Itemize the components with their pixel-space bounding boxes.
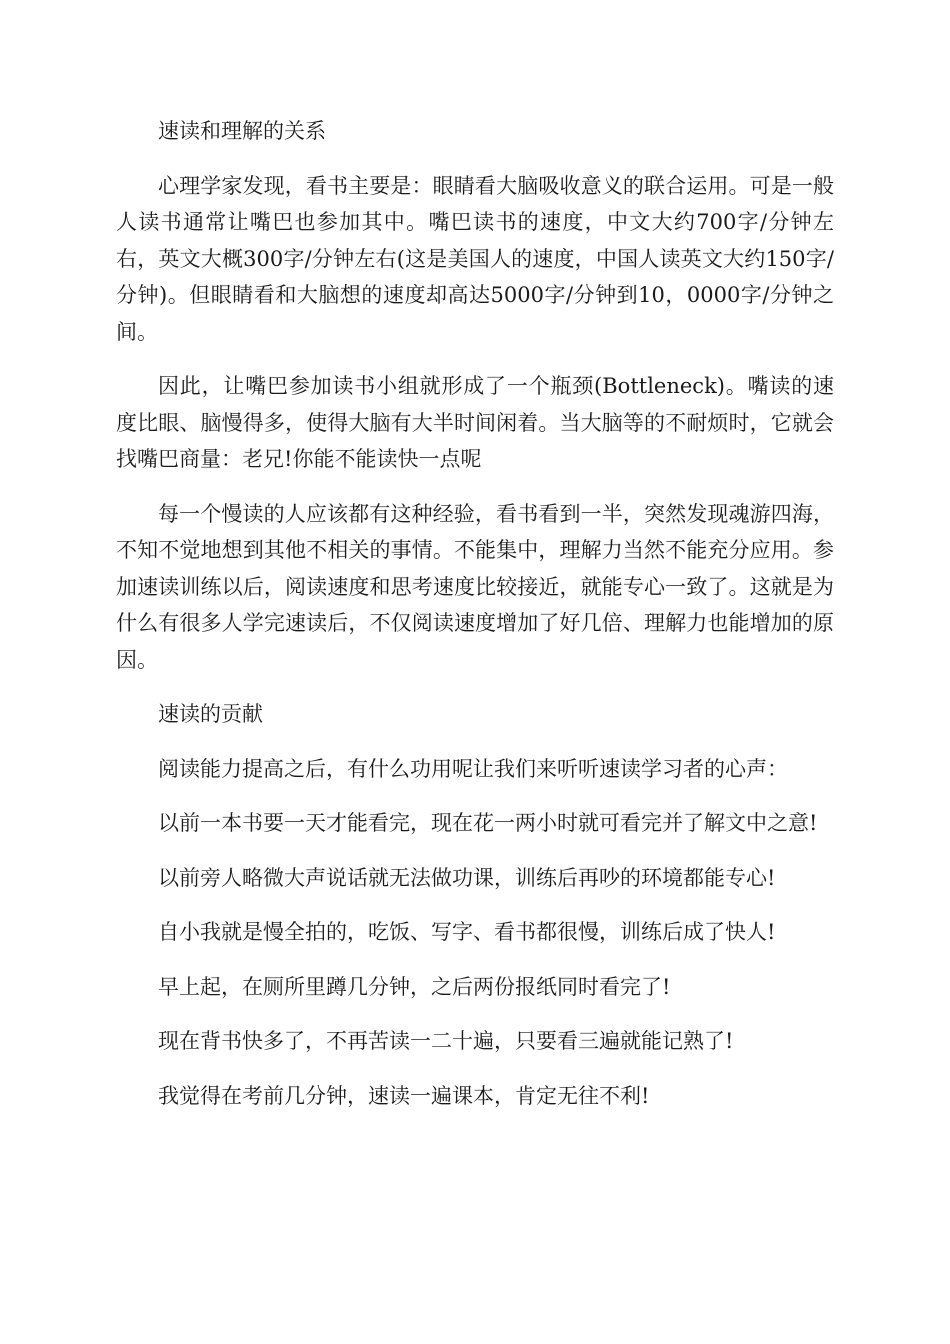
document-page: [116, 113, 834, 1132]
paragraph-psychologist-finding: 心理学家发现，看书主要是：眼睛看大脑吸收意义的联合运用。可是一般人读书通常让嘴巴也参加其中。嘴巴读书的速度，中文大约700字/分钟左右，英文大概300字/分钟左右(这是美国人的速度，中国人读英文大约150字/分钟)。但眼睛看和大脑想的速度却高达5000字/分钟到10，0000字/分钟之间。: [116, 173, 834, 344]
testimonial-item: 我觉得在考前几分钟，速读一遍课本，肯定无往不利!: [158, 1083, 650, 1108]
testimonial-item: 自小我就是慢全拍的，吃饭、写字、看书都很慢，训练后成了快人!: [158, 920, 776, 944]
testimonial-item: 早上起，在厕所里蹲几分钟，之后两份报纸同时看完了!: [158, 974, 671, 999]
testimonial-item: 以前旁人略微大声说话就无法做功课，训练后再吵的环境都能专心!: [158, 865, 776, 890]
paragraph-bottleneck: 因此，让嘴巴参加读书小组就形成了一个瓶颈(Bottleneck)。嘴读的速度比眼、脑慢得多，使得大脑有大半时间闲着。当大脑等的不耐烦时，它就会找嘴巴商量：老兄!你能不能读快一点呢: [116, 374, 834, 471]
paragraph-slow-reader-experience: 每一个慢读的人应该都有这种经验，看书看到一半，突然发现魂游四海，不知不觉地想到其他不相关的事情。不能集中，理解力当然不能充分应用。参加速读训练以后，阅读速度和思考速度比较接近，就能专心一致了。这就是为什么有很多人学完速读后，不仅阅读速度增加了好几倍、理解力也能增加的原因。: [116, 501, 834, 672]
section-heading-speed-reading-comprehension: 速读和理解的关系: [158, 119, 326, 143]
testimonial-item: 现在背书快多了，不再苦读一二十遍，只要看三遍就能记熟了!: [158, 1029, 734, 1053]
section-heading-speed-reading-contribution: 速读的贡献: [158, 702, 263, 726]
paragraph-learner-voices-intro: 阅读能力提高之后，有什么功用呢让我们来听听速读学习者的心声：: [158, 756, 788, 781]
testimonial-item: 以前一本书要一天才能看完，现在花一两小时就可看完并了解文中之意!: [158, 811, 818, 835]
